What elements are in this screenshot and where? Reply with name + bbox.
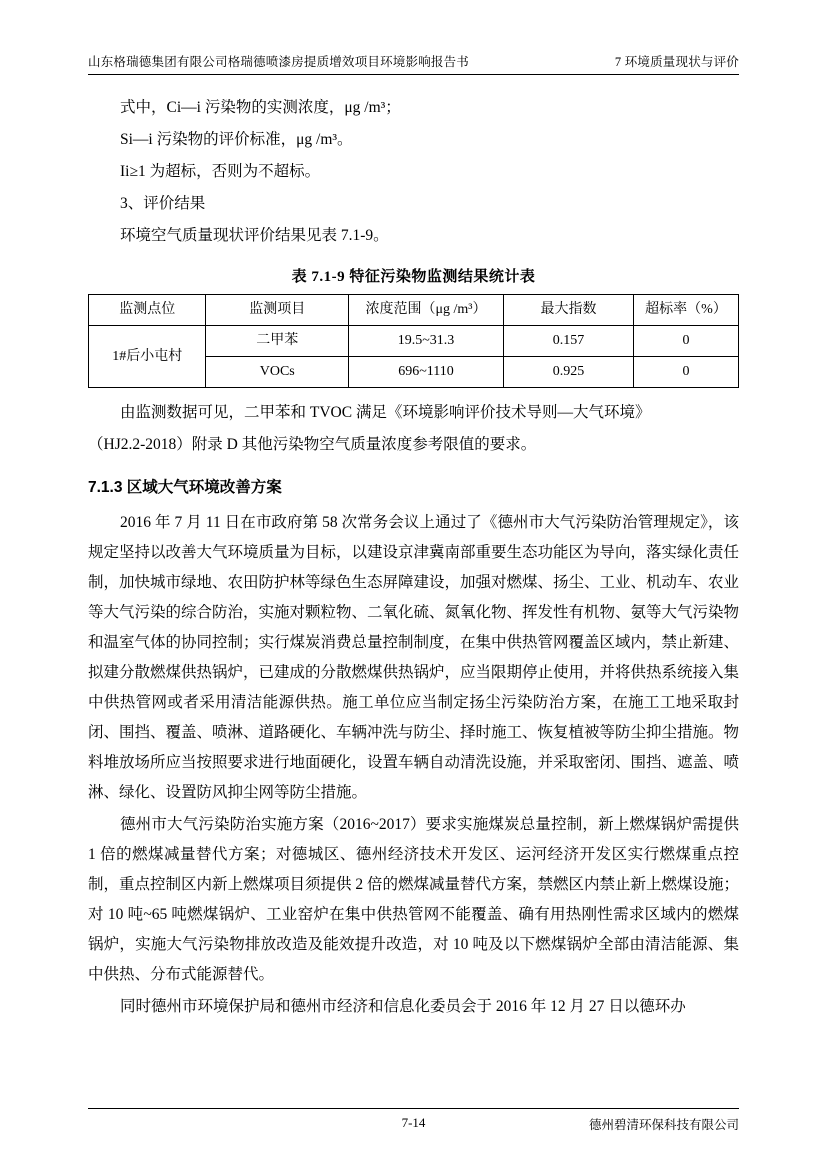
section-heading-713: 7.1.3 区域大气环境改善方案 xyxy=(88,479,282,496)
table-header-range: 浓度范围（μg /m³） xyxy=(348,295,503,326)
formula-si-line: Si—i 污染物的评价标准，μg /m³。 xyxy=(120,131,353,148)
table-header-item: 监测项目 xyxy=(206,295,349,326)
cell-site-name: 1#后小屯村 xyxy=(89,326,206,388)
page-number: 7-14 xyxy=(401,1115,426,1130)
page-header xyxy=(88,52,739,75)
paragraph-regulation-2016: 2016 年 7 月 11 日在市政府第 58 次常务会议上通过了《德州市大气污染防治管理规定》，该规定坚持以改善大气环境质量为目标，以建设京津冀南部重要生态功能区为导向，落实绿化责任制，加快城市绿地、农田防护林等绿色生态屏障建设，加强对燃煤、扬尘、工业、机动车、农业等大气污染的综合防治，实施对颗粒物、二氧化硫、氮氧化物、挥发性有机物、氨等大气污染物和温室气体的协同控制；实行煤炭消费总量控制制度，在集中供热管网覆盖区域内，禁止新建、拟建分散燃煤供热锅炉，已建成的分散燃煤供热锅炉，应当限期停止使用，并将供热系统接入集中供热管网或者采用清洁能源供热。施工单位应当制定扬尘污染防治方案，在施工工地采取封闭、围挡、覆盖、喷淋、道路硬化、车辆冲洗与防尘、择时施工、恢复植被等防尘抑尘措施。物料堆放场所应当按照要求进行地面硬化，设置车辆自动清洗设施，并采取密闭、围挡、遮盖、喷淋、绿化、设置防风抑尘网等防尘措施。 xyxy=(88,514,740,801)
header-left-title: 山东格瑞德集团有限公司格瑞德喷漆房提质增效项目环境影响报告书 xyxy=(88,55,470,69)
table-header-max-index: 最大指数 xyxy=(504,295,634,326)
cell-item-name: 二甲苯 xyxy=(206,326,349,357)
footer-company-name: 德州碧清环保科技有限公司 xyxy=(588,1118,739,1132)
table-header-exceed-rate: 超标率（%） xyxy=(634,295,739,326)
monitoring-results-table xyxy=(88,294,739,388)
cell-range: 19.5~31.3 xyxy=(348,326,503,357)
cell-exceed-rate: 0 xyxy=(634,326,739,357)
table-row xyxy=(89,326,739,357)
cell-range: 696~1110 xyxy=(348,357,503,388)
paragraph-continued: 同时德州市环境保护局和德州市经济和信息化委员会于 2016 年 12 月 27 日以德环办 xyxy=(120,998,686,1015)
cell-item-name: VOCs xyxy=(206,357,349,388)
paragraph-implementation-plan: 德州市大气污染防治实施方案（2016~2017）要求实施煤炭总量控制，新上燃煤锅炉需提供 1 倍的燃煤减量替代方案；对德城区、德州经济技术开发区、运河经济开发区实行燃煤重点控制，重点控制区内新上燃煤项目须提供 2 倍的燃煤减量替代方案，禁燃区内禁止新上燃煤设施；对 10 吨~65 吨燃煤锅炉、工业窑炉在集中供热管网不能覆盖、确有用热刚性需求区域内的燃煤锅炉，实施大气污染物排放改造及能效提升改造，对 10 吨及以下燃煤锅炉全部由清洁能源、集中供热、分布式能源替代。 xyxy=(88,816,740,983)
cell-exceed-rate: 0 xyxy=(634,357,739,388)
list-item-3: 3、评价结果 xyxy=(120,195,206,212)
formula-ci-line: 式中，Ci—i 污染物的实测浓度，μg /m³； xyxy=(120,99,401,116)
page-footer xyxy=(88,1108,739,1131)
post-table-paragraph-line-2: （HJ2.2-2018）附录 D 其他污染物空气质量浓度参考限值的要求。 xyxy=(88,436,537,453)
evaluation-result-line: 环境空气质量现状评价结果见表 7.1-9。 xyxy=(120,227,389,244)
table-header-site: 监测点位 xyxy=(89,295,206,326)
table-caption: 表 7.1-9 特征污染物监测结果统计表 xyxy=(291,269,536,285)
post-table-paragraph-line-1: 由监测数据可见，二甲苯和 TVOC 满足《环境影响评价技术导则—大气环境》 xyxy=(120,404,651,421)
formula-ii-line: Ii≥1 为超标，否则为不超标。 xyxy=(120,163,321,180)
cell-max-index: 0.157 xyxy=(504,326,634,357)
header-right-title: 7 环境质量现状与评价 xyxy=(614,55,739,69)
table-header-row xyxy=(89,295,739,326)
cell-max-index: 0.925 xyxy=(504,357,634,388)
